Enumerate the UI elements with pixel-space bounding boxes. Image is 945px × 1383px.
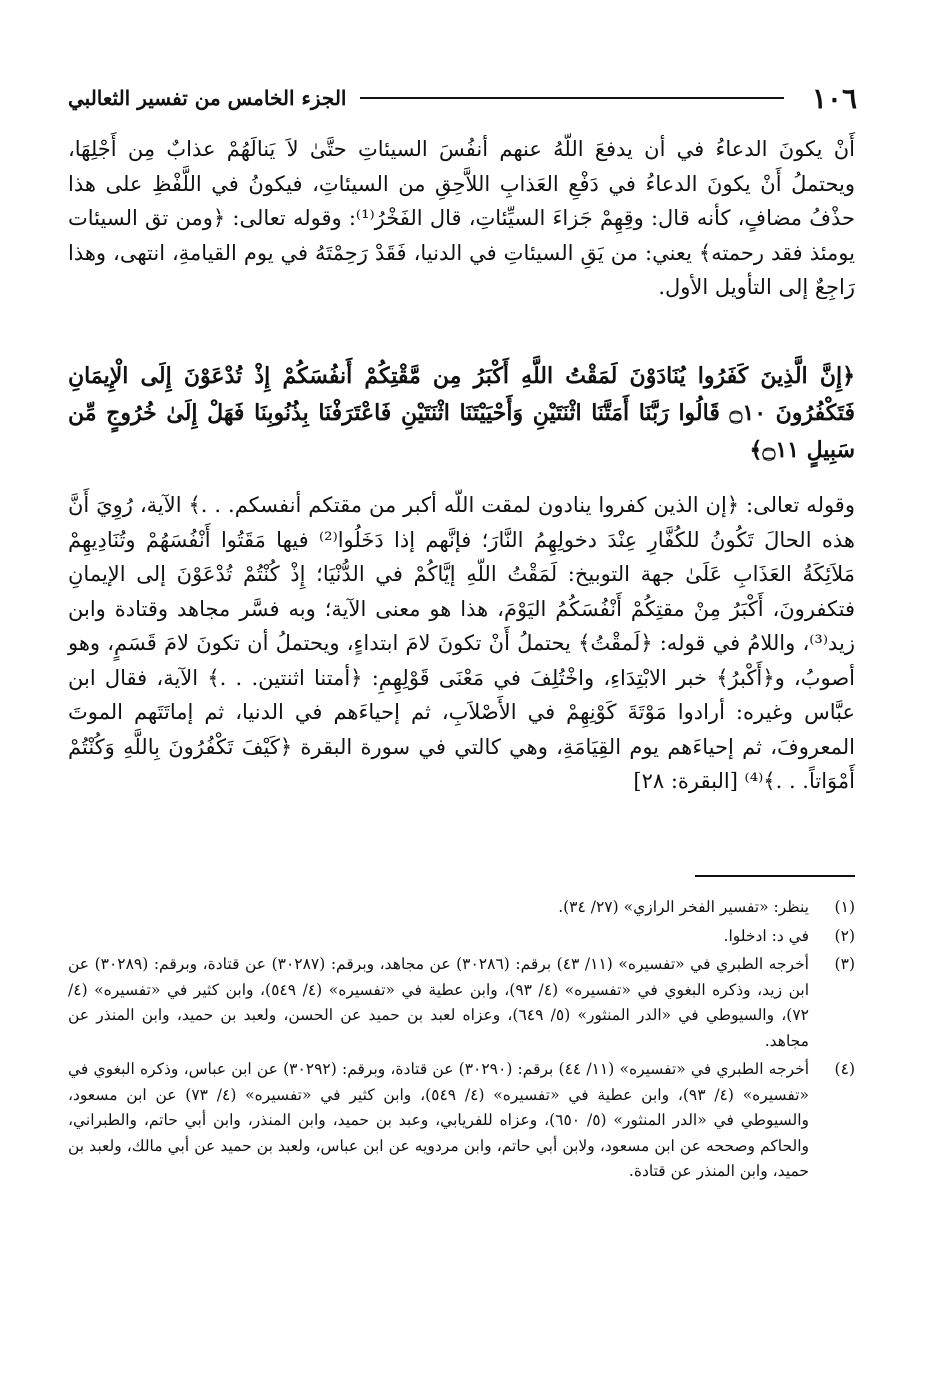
footnote xyxy=(68,895,855,921)
running-title: الجزء الخامس من تفسير الثعالبي xyxy=(68,86,347,110)
footnote xyxy=(68,952,855,1054)
footnote-text: ينظر: «تفسير الفخر الرازي» (٢٧/ ٣٤). xyxy=(558,898,809,916)
footnotes xyxy=(68,895,855,1188)
footnote xyxy=(68,924,855,950)
footnote-text: أخرجه الطبري في «تفسيره» (١١/ ٤٣) برقم: (٣٠٢٨٦) عن مجاهد، وبرقم: (٣٠٢٨٧) عن قتادة، وبرقم: (٣٠٢٨٩) عن ابن زيد، وذكره البغوي في «تفسيره» (٤/ ٩٣)، وابن عطية في «تفسيره» (٤/ ٥٤٩)، وابن كثير في «تفسيره» (٤/ ٧٢)، والسيوطي في «الدر المنثور» (٥/ ٦٤٩)، وعزاه لعبد بن حميد عن الحسن، ولعبد بن حميد، وابن المنذر عن مجاهد. xyxy=(68,955,809,1050)
header-rule xyxy=(360,97,783,99)
footnote-number: (١) xyxy=(834,898,855,916)
page-header xyxy=(68,78,857,118)
footnote-separator xyxy=(695,875,855,877)
commentary-paragraph-2: وقوله تعالى: ﴿إن الذين كفروا ينادون لمقت اللّه أكبر من مقتكم أنفسكم. . .﴾ الآية، رُوِيَ أَنَّ هذه الحالَ تَكُونُ للكُفَّارِ عِنْدَ دخولِهِمُ النَّارَ؛ فإنَّهم إذا دَخَلُوا⁽²⁾ فيها مَقَتُوا أَنْفُسَهُمْ وتُنَادِيهِمْ مَلاَئِكَةُ العَذَابِ عَلَىٰ جهة التوبيخ: لَمَقْتُ اللّهِ إيَّاكُمْ في الدُّنْيَا؛ إِذْ كُنْتُمْ تُدْعَوْنَ إلى الإيمانِ فتكفرونَ، أَكْبَرُ مِنْ مقتِكُمْ أَنْفُسَكُمُ اليَوْمَ، هذا هو معنى الآية؛ وبه فسَّر مجاهد وقتادة وابن زيد⁽³⁾، واللامُ في قوله: ﴿لَمقْتُ﴾ يحتملُ أَنْ تكونَ لامَ ابتداءٍ، ويحتملُ أن تكونَ لامَ قَسَمٍ، وهو أصوبُ، و﴿أَكْبرُ﴾ خبر الابْتِدَاءِ، واخْتُلِفَ في مَعْنَى قَوْلِهِمِ: ﴿أمتنا اثنتين. . .﴾ الآية، فقال ابن عبَّاس وغيره: أرادوا مَوْتَةَ كَوْنِهِمْ في الأَصْلاَبِ، ثم إحياءَهم في الدنيا، ثم إماتَتَهم الموتَ المعروفَ، ثم إحياءَهم يوم القِيَامَةِ، وهي كالتي في سورة البقرة ﴿كَيْفَ تَكْفُرُونَ بِاللَّهِ وَكُنْتُمْ أَمْوَاتاً. . .﴾⁽⁴⁾ [البقرة: ٢٨] xyxy=(68,493,855,793)
footnote-number: (٢) xyxy=(834,926,855,945)
commentary-paragraph-1: أَنْ يكونَ الدعاءُ في أن يدفعَ اللّهُ عنهم أنفُسَ السيئاتِ حتَّىٰ لاَ يَنالَهُمْ عذابٌ مِن أَجْلِهَا، ويحتملُ أَنْ يكونَ الدعاءُ في دَفْعِ العَذابِ اللاَّحِقِ من السيئاتِ، فيكونُ في اللَّفْظِ على هذا حذْفُ مضافٍ، كأنه قال: وقِهِمْ جَزاءَ السيِّئاتِ، قال الفَخْرُ⁽¹⁾: وقوله تعالى: ﴿ومن تق السيئات يومئذ فقد رحمته﴾ يعني: من يَقِ السيئاتِ في الدنيا، فَقَدْ رَحِمْتَهُ في يوم القيامةِ، انتهى، وهذا رَاجِعٌ إلى التأويل الأول. xyxy=(68,137,855,299)
footnote-number: (٤) xyxy=(834,1060,855,1078)
footnote-text: في د: ادخلوا. xyxy=(723,926,809,945)
footnote-number: (٣) xyxy=(834,955,855,973)
footnote-text: أخرجه الطبري في «تفسيره» (١١/ ٤٤) برقم: (٣٠٢٩٠) عن قتادة، وبرقم: (٣٠٢٩٢) عن ابن عباس، وذكره البغوي في «تفسيره» (٤/ ٩٣)، وابن عطية في «تفسيره» (٤/ ٥٤٩)، وابن كثير في «تفسيره» (٤/ ٧٣) عن ابن مسعود، والسيوطي في «الدر المنثور» (٥/ ٦٥٠)، وعزاه للفريابي، وعبد بن حميد، وابن المنذر، وابن أبي حاتم، والطبراني، والحاكم وصححه عن ابن مسعود، ولابن أبي حاتم، وابن مردويه عن ابن عباس، ولعبد بن حميد عن أبي مالك، ولعبد بن حميد، وابن المنذر عن قتادة. xyxy=(68,1060,810,1180)
page-number: ١٠٦ xyxy=(811,81,857,115)
footnote xyxy=(68,1057,855,1185)
quran-verse-block: ﴿إِنَّ الَّذِينَ كَفَرُوا يُنَادَوْنَ لَمَقْتُ اللَّهِ أَكْبَرُ مِن مَّقْتِكُمْ أَنفُسَكُمْ إِذْ تُدْعَوْنَ إِلَى الْإِيمَانِ فَتَكْفُرُونَ ۝١٠ قَالُوا رَبَّنَا أَمَتَّنَا اثْنَتَيْنِ وَأَحْيَيْتَنَا اثْنَتَيْنِ فَاعْتَرَفْنَا بِذُنُوبِنَا فَهَلْ إِلَىٰ خُرُوجٍ مِّن سَبِيلٍ ۝١١﴾ xyxy=(68,363,855,463)
